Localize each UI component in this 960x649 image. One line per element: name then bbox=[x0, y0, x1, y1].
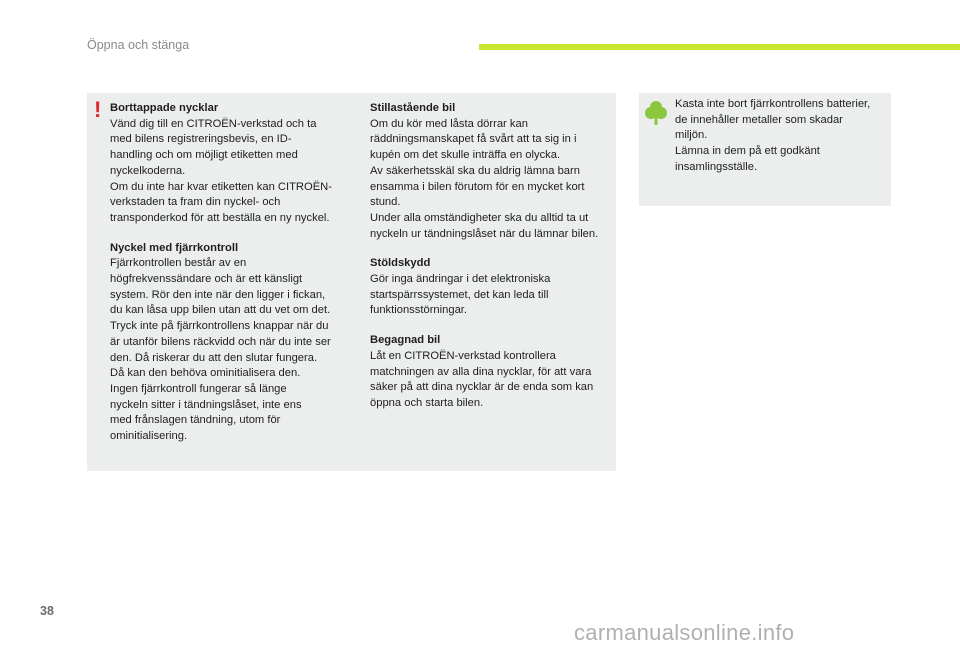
text-line: den. Då riskerar du att den slutar fungera. bbox=[110, 351, 318, 364]
text-line: nyckeln sitter i tändningslåset, inte ens bbox=[110, 398, 302, 411]
text-line: Låt en CITROËN-verkstad kontrollera bbox=[370, 349, 556, 362]
text-line: Under alla omständigheter ska du alltid ta ut bbox=[370, 211, 589, 224]
text-line: de innehåller metaller som skadar bbox=[675, 113, 843, 126]
watermark: carmanualsonline.info bbox=[574, 620, 795, 645]
text-line: ominitialisering. bbox=[110, 430, 188, 443]
text-line: kupén om det skulle inträffa en olycka. bbox=[370, 149, 561, 162]
text-line: säker på att dina nycklar är de enda som kan bbox=[370, 381, 594, 394]
section-title: Öppna och stänga bbox=[87, 38, 190, 52]
text-line: startspärrssystemet, det kan leda till bbox=[370, 288, 549, 301]
tree-icon bbox=[645, 100, 667, 126]
text-line: Då kan den behöva ominitialisera den. bbox=[110, 367, 301, 380]
text-line: räddningsmanskapet få svårt att ta sig in i bbox=[370, 133, 577, 146]
text-line: nyckelkoderna. bbox=[110, 164, 186, 177]
text-line: nyckeln ur tändningslåset när du lämnar bilen. bbox=[370, 227, 599, 240]
warning-column-2 bbox=[370, 101, 612, 426]
text-section bbox=[370, 256, 612, 319]
text-line: miljön. bbox=[675, 129, 708, 142]
text-line: med frånslagen tändning, utom för bbox=[110, 414, 281, 427]
text-section bbox=[370, 101, 612, 242]
text-line: Om du kör med låsta dörrar kan bbox=[370, 117, 528, 130]
text-line: transponderkod för att beställa en ny nyckel. bbox=[110, 211, 330, 224]
text-line: Tryck inte på fjärrkontrollens knappar när du bbox=[110, 320, 329, 333]
exclamation-icon: ! bbox=[94, 97, 102, 122]
text-line: funktionsstörningar. bbox=[370, 304, 468, 317]
text-line: handling och om möjligt etiketten med bbox=[110, 149, 298, 162]
warning-column-1 bbox=[110, 101, 350, 459]
section-heading: Begagnad bil bbox=[370, 334, 441, 347]
text-line: Av säkerhetsskäl ska du aldrig lämna barn bbox=[370, 164, 580, 177]
text-line: insamlingsställe. bbox=[675, 160, 758, 173]
eco-text bbox=[675, 97, 889, 176]
section-heading: Nyckel med fjärrkontroll bbox=[110, 241, 239, 254]
text-section bbox=[110, 241, 350, 445]
text-line: verkstaden ta fram din nyckel- och bbox=[110, 196, 281, 209]
section-heading: Stillastående bil bbox=[370, 102, 456, 114]
text-section bbox=[370, 333, 612, 412]
text-line: Ingen fjärrkontroll fungerar så länge bbox=[110, 382, 287, 395]
section-heading: Borttappade nycklar bbox=[110, 102, 219, 114]
text-line: matchningen av alla dina nycklar, för att vara bbox=[370, 365, 592, 378]
text-line: system. Rör den inte när den ligger i fickan, bbox=[110, 288, 326, 301]
text-line: Om du inte har kvar etiketten kan CITROËN- bbox=[110, 180, 332, 193]
text-line: högfrekvenssändare och är ett känsligt bbox=[110, 273, 303, 286]
text-line: öppna och starta bilen. bbox=[370, 396, 484, 409]
text-line: du kan låsa upp bilen utan att du vet om det. bbox=[110, 304, 331, 317]
text-section bbox=[110, 101, 350, 227]
text-line: stund. bbox=[370, 196, 401, 209]
text-line: är utanför bilens räckvidd och när du inte ser bbox=[110, 335, 331, 348]
text-line: ensamma i bilen förutom för en mycket kort bbox=[370, 180, 585, 193]
text-line: Kasta inte bort fjärrkontrollens batterier, bbox=[675, 98, 871, 110]
accent-bar bbox=[479, 44, 960, 50]
text-line: med bilens registreringsbevis, en ID- bbox=[110, 133, 292, 146]
text-line: Fjärrkontrollen består av en bbox=[110, 257, 247, 270]
section-heading: Stöldskydd bbox=[370, 257, 431, 270]
page-number: 38 bbox=[40, 604, 54, 618]
text-line: Lämna in dem på ett godkänt bbox=[675, 145, 820, 158]
text-line: Vänd dig till en CITROËN-verkstad och ta bbox=[110, 117, 317, 130]
text-line: Gör inga ändringar i det elektroniska bbox=[370, 273, 551, 286]
